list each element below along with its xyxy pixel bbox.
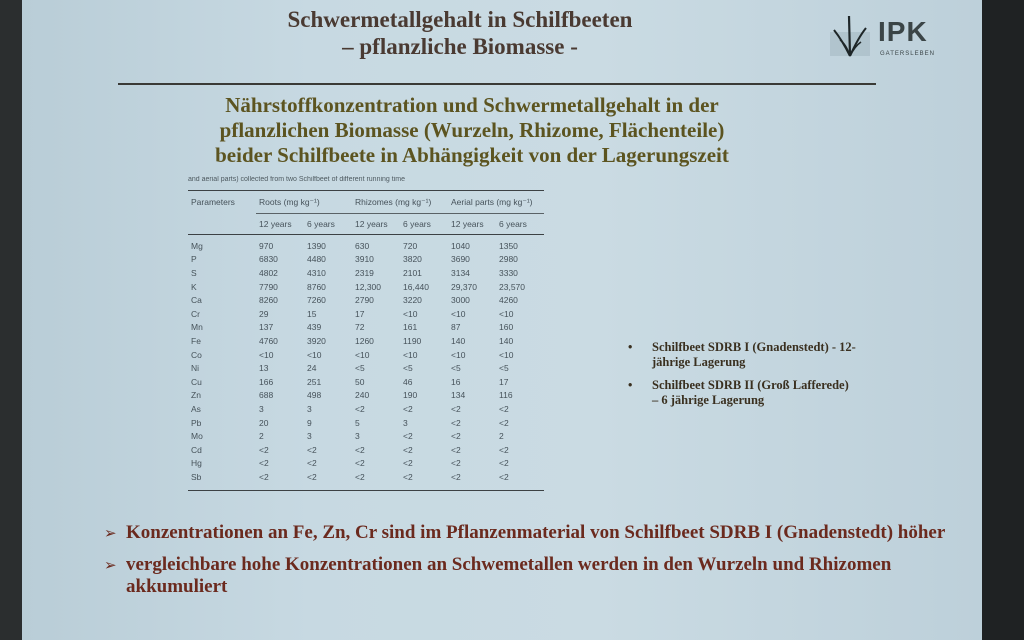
table-cell-value: 3 (307, 403, 312, 414)
table-cell-value: <2 (259, 444, 269, 455)
table-cell-value: <2 (403, 403, 413, 414)
table-row (188, 375, 544, 389)
table-cell-value: 2101 (403, 267, 422, 278)
subtitle-line: Nährstoffkonzentration und Schwermetallgehalt in der (225, 93, 719, 117)
table-cell-value: 17 (499, 376, 509, 387)
legend-item (628, 378, 858, 408)
header-rhizomes: Rhizomes (mg kg⁻¹) (352, 191, 448, 214)
table-cell-value: <10 (499, 308, 514, 319)
table-row (188, 429, 544, 443)
table-cell-value: <2 (355, 458, 365, 469)
table-cell-value: <2 (499, 444, 509, 455)
table-cell-value: <2 (499, 403, 509, 414)
table-cell-value: <2 (352, 470, 400, 490)
table-cell-parameter: Mg (191, 240, 203, 251)
table-cell-value: 439 (307, 322, 322, 333)
table-cell-value: 1260 (355, 335, 374, 346)
subheader-years: 12 years (448, 214, 496, 235)
table-cell-value: 50 (355, 376, 365, 387)
metal-concentration-table (188, 190, 544, 491)
table-cell-value: 3000 (451, 295, 470, 306)
header-roots: Roots (mg kg⁻¹) (256, 191, 352, 214)
table-cell-value: 116 (499, 390, 513, 401)
table-cell-parameter: Ca (191, 295, 202, 306)
table-cell-value: <2 (403, 444, 413, 455)
table-row (188, 402, 544, 416)
conclusions-list (104, 522, 964, 608)
table-cell-value: 3910 (355, 254, 374, 265)
table-cell-value: 72 (355, 322, 365, 333)
table-group-header-row (188, 191, 544, 214)
table-row (188, 416, 544, 430)
table-cell-value: 12,300 (355, 281, 381, 292)
table-cell-value: 137 (259, 322, 274, 333)
table-cell-value: 8260 (259, 295, 278, 306)
table-cell-parameter: Sb (188, 470, 256, 490)
table-cell-value: 16,440 (403, 281, 429, 292)
table-cell-parameter: Ni (191, 363, 200, 374)
ipk-logo (828, 12, 968, 60)
table-cell-value: <2 (448, 470, 496, 490)
arrow-bullet-icon: ➢ (104, 556, 117, 574)
table-cell-value: 720 (403, 240, 418, 251)
table-cell-value: 240 (355, 390, 370, 401)
table-cell-value: <10 (403, 308, 418, 319)
table-cell-value: <2 (496, 470, 544, 490)
table-cell-parameter: Cd (191, 444, 202, 455)
table-cell-value: 140 (499, 335, 514, 346)
bullet-icon: • (628, 340, 633, 354)
logo-text: IPK (878, 16, 928, 47)
table-row (188, 361, 544, 375)
table-cell-value: 13 (259, 363, 269, 374)
table-cell-parameter: S (191, 267, 197, 278)
table-cell-value: 7790 (259, 281, 278, 292)
table-cell-value: 970 (259, 240, 274, 251)
slide-title-line1: Schwermetallgehalt in Schilfbeeten (287, 7, 633, 32)
table-cell-value: 3920 (307, 335, 326, 346)
conclusion-item (104, 522, 964, 544)
table-cell-value: <2 (259, 458, 269, 469)
table-cell-value: <2 (451, 403, 461, 414)
table-cell-value: 2980 (499, 254, 518, 265)
table-cell-value: 3690 (451, 254, 470, 265)
table-cell-value: <2 (403, 431, 413, 442)
table-row (188, 280, 544, 294)
table-cell-parameter: Pb (191, 417, 202, 428)
header-parameters: Parameters (188, 191, 256, 214)
table-cell-value: 4802 (259, 267, 278, 278)
table-cell-value: <2 (307, 444, 317, 455)
table-cell-parameter: Hg (191, 458, 202, 469)
subtitle-line: pflanzlichen Biomasse (Wurzeln, Rhizome, Flächenteile) (219, 118, 725, 142)
table-cell-value: 3 (403, 417, 408, 428)
table-cell-value: <2 (256, 470, 304, 490)
bullet-icon: • (628, 378, 633, 392)
projector-frame-right (982, 0, 1024, 640)
table-cell-value: 160 (499, 322, 514, 333)
table-cell-value: 134 (451, 390, 466, 401)
table-cell-value: <10 (307, 349, 322, 360)
subheader-years: 6 years (400, 214, 448, 235)
table-caption-fragment: and aerial parts) collected from two Schilfbeet of different running time (188, 176, 405, 183)
table-cell-value: 16 (451, 376, 461, 387)
title-divider (118, 83, 876, 85)
table-cell-value: 3820 (403, 254, 422, 265)
table-cell-value: 190 (403, 390, 418, 401)
slide-title (130, 6, 790, 60)
table-cell-value: 17 (355, 308, 365, 319)
table-cell-value: 2 (499, 431, 504, 442)
table-row (188, 266, 544, 280)
table-cell-value: 23,570 (499, 281, 525, 292)
table-cell-parameter: Mo (191, 431, 203, 442)
table-cell-value: 8760 (307, 281, 326, 292)
table-cell-parameter: Cu (191, 376, 202, 387)
logo-subtext: GATERSLEBEN (880, 51, 935, 57)
conclusion-text: vergleichbare hohe Konzentrationen an Schwemetallen werden in den Wurzeln und Rhizomen akkumuliert (126, 554, 892, 597)
table-cell-value: <2 (355, 444, 365, 455)
table-cell-value: 29,370 (451, 281, 477, 292)
table-cell-value: <2 (499, 417, 509, 428)
legend-item (628, 340, 858, 370)
table-cell-value: <10 (499, 349, 514, 360)
table-cell-value: 3 (355, 431, 360, 442)
table-cell-value: 161 (403, 322, 418, 333)
conclusion-text: Konzentrationen an Fe, Zn, Cr sind im Pflanzenmaterial von Schilfbeet SDRB I (Gnadenstedt) höher (126, 522, 946, 543)
table-cell-value: 3 (259, 403, 264, 414)
table-subheader-row (188, 214, 544, 235)
table-cell-value: 2790 (355, 295, 374, 306)
table-row (188, 293, 544, 307)
table-cell-value: 5 (355, 417, 360, 428)
table-cell-value: 9 (307, 417, 312, 428)
slide-subtitle (112, 93, 832, 168)
table-cell-value: 87 (451, 322, 461, 333)
table-cell-value: 46 (403, 376, 413, 387)
table-cell-value: <2 (451, 417, 461, 428)
table-row (188, 334, 544, 348)
table-cell-value: 1040 (451, 240, 470, 251)
table-cell-value: 140 (451, 335, 466, 346)
table-cell-value: 15 (307, 308, 317, 319)
table-cell-value: 4260 (499, 295, 518, 306)
table-row (188, 307, 544, 321)
table-cell-value: <10 (403, 349, 418, 360)
table-cell-parameter: P (191, 254, 197, 265)
table-cell-value: <2 (403, 458, 413, 469)
table-cell-value: 251 (307, 376, 322, 387)
table-cell-value: 7260 (307, 295, 326, 306)
table-row (188, 389, 544, 403)
subtitle-line: beider Schilfbeete in Abhängigkeit von der Lagerungszeit (215, 143, 729, 167)
table-cell-value: <5 (499, 363, 509, 374)
table-cell-parameter: Zn (191, 390, 201, 401)
table-cell-value: 6830 (259, 254, 278, 265)
table-cell-value: 4760 (259, 335, 278, 346)
table-cell-value: 2319 (355, 267, 374, 278)
table-cell-value: <2 (355, 403, 365, 414)
table-cell-value: 1190 (403, 335, 422, 346)
table-cell-value: <5 (403, 363, 413, 374)
table-cell-value: 1350 (499, 240, 518, 251)
table-cell-value: <5 (355, 363, 365, 374)
table-cell-value: 4480 (307, 254, 326, 265)
legend-text: Schilfbeet SDRB I (Gnadenstedt) - 12-jährige Lagerung (652, 340, 856, 369)
table-row (188, 235, 544, 253)
table-cell-value: 498 (307, 390, 322, 401)
table-cell-value: 24 (307, 363, 317, 374)
table-row (188, 470, 544, 490)
table-cell-value: <10 (259, 349, 274, 360)
table-cell-parameter: Cr (191, 308, 200, 319)
table-cell-value: 1390 (307, 240, 326, 251)
table-cell-value: 29 (259, 308, 269, 319)
table-cell-value: 3134 (451, 267, 470, 278)
plant-icon (828, 12, 872, 60)
table-cell-value: 688 (259, 390, 274, 401)
table-row (188, 348, 544, 362)
table-cell-value: <5 (451, 363, 461, 374)
table-row (188, 457, 544, 471)
table-cell-value: <10 (451, 308, 466, 319)
header-aerial-parts: Aerial parts (mg kg⁻¹) (448, 191, 544, 214)
subheader-years: 12 years (352, 214, 400, 235)
schilfbeet-legend (628, 340, 858, 416)
projector-frame-left (0, 0, 22, 640)
arrow-bullet-icon: ➢ (104, 524, 117, 542)
table-row (188, 253, 544, 267)
table-cell-value: <2 (400, 470, 448, 490)
conclusion-item (104, 554, 964, 598)
table-cell-parameter: K (191, 281, 197, 292)
table-cell-value: 3330 (499, 267, 518, 278)
table-cell-value: <2 (451, 431, 461, 442)
table-cell-value: 20 (259, 417, 269, 428)
header-empty (188, 214, 256, 235)
table-cell-value: 630 (355, 240, 370, 251)
table-cell-parameter: Fe (191, 335, 201, 346)
table-cell-parameter: Co (191, 349, 202, 360)
table-cell-value: <10 (451, 349, 466, 360)
table-cell-value: 3 (307, 431, 312, 442)
table-cell-value: 4310 (307, 267, 326, 278)
table-cell-value: <2 (304, 470, 352, 490)
table-cell-parameter: As (191, 403, 201, 414)
table-cell-value: 3220 (403, 295, 422, 306)
legend-text: Schilfbeet SDRB II (Groß Lafferede) – 6 jährige Lagerung (652, 378, 849, 407)
table-row (188, 443, 544, 457)
table-cell-value: <2 (451, 444, 461, 455)
table-cell-value: <2 (451, 458, 461, 469)
table-cell-value: 2 (259, 431, 264, 442)
table-cell-value: <10 (355, 349, 370, 360)
slide-title-line2: – pflanzliche Biomasse - (342, 34, 578, 59)
table-body (188, 235, 544, 491)
table-cell-value: <2 (499, 458, 509, 469)
table-cell-value: 166 (259, 376, 274, 387)
table-row (188, 321, 544, 335)
subheader-years: 6 years (304, 214, 352, 235)
table-cell-parameter: Mn (191, 322, 203, 333)
subheader-years: 6 years (496, 214, 544, 235)
subheader-years: 12 years (256, 214, 304, 235)
table-cell-value: <2 (307, 458, 317, 469)
